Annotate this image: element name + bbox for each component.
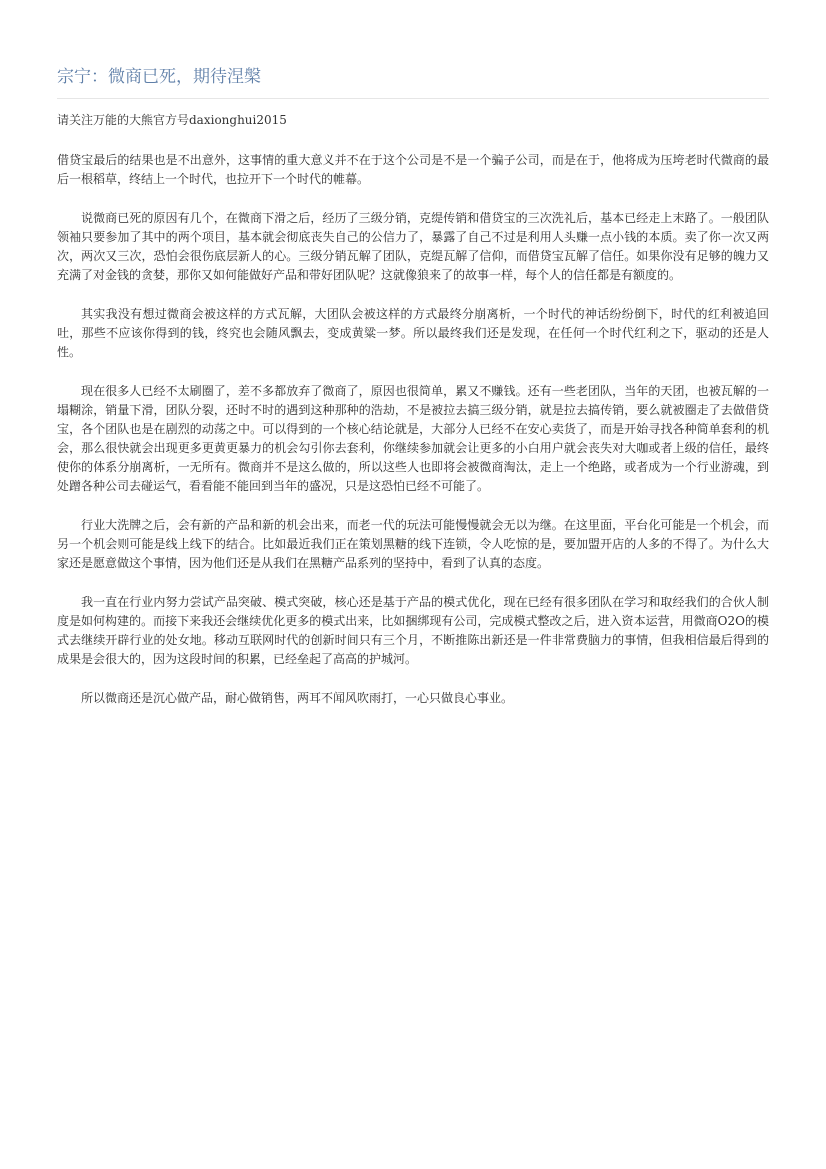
article-page — [57, 0, 769, 728]
paragraph: 行业大洗牌之后，会有新的产品和新的机会出来，而老一代的玩法可能慢慢就会无以为继。在这里面，平台化可能是一个机会，而另一个机会则可能是线上线下的结合。比如最近我们正在策划黑糖的线下连锁，令人吃惊的是，要加盟开店的人多的不得了。为什么大家还是愿意做这个事情，因为他们还是从我们在黑糖产品系列的坚持中，看到了认真的态度。 — [57, 518, 769, 570]
paragraph: 借贷宝最后的结果也是不出意外，这事情的重大意义并不在于这个公司是不是一个骗子公司，而是在于，他将成为压垮老时代微商的最后一根稻草，终结上一个时代，也拉开下一个时代的帷幕。 — [57, 153, 769, 186]
paragraph: 现在很多人已经不太刷圈了，差不多都放弃了微商了，原因也很简单，累又不赚钱。还有一些老团队，当年的天团，也被瓦解的一塌糊涂，销量下滑，团队分裂，还时不时的遇到这种那种的浩劫，不是被拉去搞三级分销，就是拉去搞传销，要么就被圈走了去做借贷宝，各个团队也是在剧烈的动荡之中。可以得到的一个核心结论就是，大部分人已经不在安心卖货了，而是开始寻找各种简单套利的机会，那么很快就会出现更多更黄更暴力的机会勾引你去套利，你继续参加就会让更多的小白用户就会丧失对大咖或者上级的信任，最终使你的体系分崩离析，一无所有。微商并不是这么做的，所以这些人也即将会被微商淘汰，走上一个绝路，或者成为一个行业游魂，到处蹭各种公司去碰运气，看看能不能回到当年的盛况，只是这恐怕已经不可能了。 — [57, 384, 769, 493]
article-body — [57, 151, 769, 708]
paragraph: 其实我没有想过微商会被这样的方式瓦解，大团队会被这样的方式最终分崩离析，一个时代的神话纷纷倒下，时代的红利被追回吐，那些不应该你得到的钱，终究也会随风飘去，变成黄粱一梦。所以最终我们还是发现，在任何一个时代红利之下，驱动的还是人性。 — [57, 307, 769, 359]
title-divider — [57, 98, 769, 99]
article-subtitle: 请关注万能的大熊官方号daxionghui2015 — [57, 113, 287, 127]
paragraph: 所以微商还是沉心做产品，耐心做销售，两耳不闻风吹雨打，一心只做良心事业。 — [81, 691, 514, 705]
paragraph: 我一直在行业内努力尝试产品突破、模式突破，核心还是基于产品的模式优化，现在已经有很多团队在学习和取经我们的合伙人制度是如何构建的。而接下来我还会继续优化更多的模式出来，比如捆绑现有公司，完成模式整改之后，进入资本运营，用微商O2O的模式去继续开辟行业的处女地。移动互联网时代的创新时间只有三个月，不断推陈出新还是一件非常费脑力的事情，但我相信最后得到的成果是会很大的，因为这段时间的积累，已经垒起了高高的护城河。 — [57, 595, 769, 666]
paragraph: 说微商已死的原因有几个，在微商下滑之后，经历了三级分销，克缇传销和借贷宝的三次洗礼后，基本已经走上末路了。一般团队领袖只要参加了其中的两个项目，基本就会彻底丧失自己的公信力了，暴露了自己不过是利用人头赚一点小钱的本质。卖了你一次又两次，两次又三次，恐怕会很伤底层新人的心。三级分销瓦解了团队，克缇瓦解了信仰，而借贷宝瓦解了信任。如果你没有足够的魄力又充满了对金钱的贪婪，那你又如何能做好产品和带好团队呢？这就像狼来了的故事一样，每个人的信任都是有额度的。 — [57, 211, 769, 282]
article-title: 宗宁：微商已死，期待涅槃 — [57, 67, 261, 87]
